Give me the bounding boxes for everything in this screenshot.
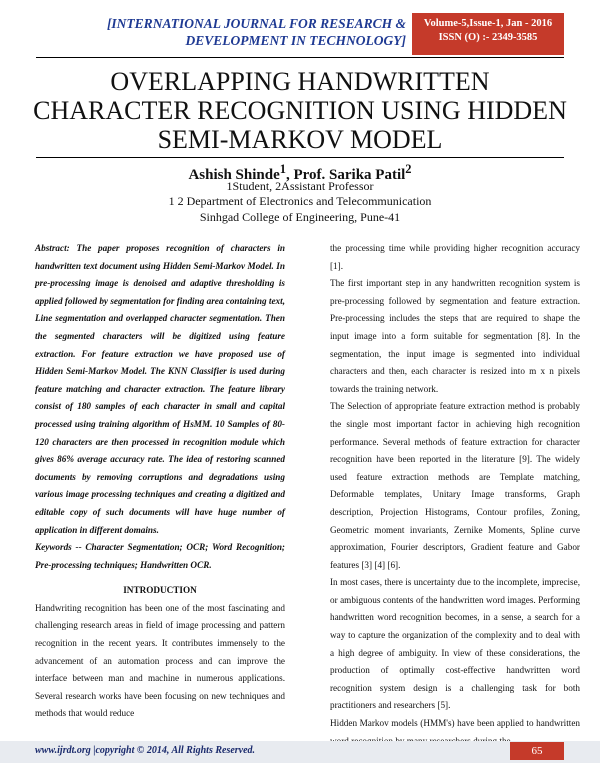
author-1: Ashish Shinde: [188, 167, 280, 183]
right-paragraph-5: Hidden Markov models (HMM's) have been applied to handwritten: [330, 718, 580, 729]
right-column: [330, 240, 580, 750]
keywords: Keywords -- Character Segmentation; OCR; Word Recognition; Pre-processing techniques; Handwritten OCR.: [35, 542, 285, 570]
author-2-sup: 2: [405, 162, 412, 176]
right-paragraph-2: The first important step in any handwritten recognition system is pre-processing followed by segmentation and feature extraction. Pre-processing includes the steps that are required to shape the input image into a form suitable for segmentation [8]. In the segmentation, the input image is segmented into individual characters and then, each character is resized into m x n pixels towards the training network.: [330, 278, 580, 394]
author-roles: 1Student, 2Assistant Professor: [226, 179, 374, 193]
right-paragraph-1: the processing time while providing higher recognition accuracy [1].: [330, 243, 580, 271]
footer-copyright[interactable]: www.ijrdt.org |copyright © 2014, All Rights Reserved.: [35, 745, 256, 756]
issn-text: ISSN (O) :- 2349-3585: [438, 32, 538, 43]
page-number: 65: [510, 742, 564, 760]
right-paragraph-3: The Selection of appropriate feature extraction method is probably the single most important factor in achieving high recognition performance. Several methods of feature extraction for character recognition have been reported in the literature [9]. The widely used feature extraction methods are Template matching, Deformable templates, Unitary Image transforms, Graph description, Projection Histograms, Contour profiles, Zoning, Geometric moment invariants, Zernike Moments, Spline curve approximation, Fourier descriptors, Gradient feature and Gabor features [3] [4] [6].: [330, 401, 580, 570]
volume-badge: [412, 13, 564, 55]
left-column: [35, 240, 285, 723]
title-rule: [36, 157, 564, 158]
author-2: Prof. Sarika Patil: [293, 167, 406, 183]
journal-name-line1: [INTERNATIONAL JOURNAL FOR RESEARCH &: [106, 16, 406, 31]
author-separator: ,: [286, 167, 294, 183]
journal-name: [74, 15, 406, 49]
section-heading-introduction: INTRODUCTION: [123, 585, 197, 596]
journal-name-line2: DEVELOPMENT IN TECHNOLOGY]: [185, 33, 406, 48]
right-paragraph-4: In most cases, there is uncertainty due to the incomplete, imprecise, or ambiguous contents of the handwritten word images. Performing handwritten word recognition becomes, in a sense, a search for a way to capture the organization of the complexity and to deal with a high degree of ambiguity. In view of these considerations, the production of optimally cost-effective handwritten word recognition system design is a challenging task for both practitioners and researchers [5].: [330, 577, 580, 711]
paper-title: OVERLAPPING HANDWRITTEN CHARACTER RECOGNITION USING HIDDEN SEMI-MARKOV MODEL: [33, 67, 567, 154]
header-rule: [36, 57, 564, 58]
college: Sinhgad College of Engineering, Pune-41: [199, 210, 401, 224]
abstract: Abstract: The paper proposes recognition of characters in handwritten text document using Hidden Semi-Markov Model. In pre-processing image is denoised and adaptive thresholding is applied followed by segmentation for finding area containing text, Line segmentation and overlapped character segmentation. Then the segmented characters will be digitized using feature extraction. For feature extraction we have proposed use of Hidden Semi-Markov Model. The KNN Classifier is used during feature matching and character extraction. The feature library consist of 180 samples of each character in small and capital processed using training algorithm of HsMM. 10 Samples of 80-120 characters are then processed in recognition module which gives 86% average accuracy rate. The idea of restoring scanned documents by removing corruptions and degradations using various image processing techniques and creating a digitized and editable copy of such documents will have huge number of application in different domains.: [35, 243, 285, 535]
author-1-sup: 1: [279, 162, 286, 176]
department: 1 2 Department of Electronics and Telecommunication: [168, 194, 432, 208]
volume-text: Volume-5,Issue-1, Jan - 2016: [423, 18, 553, 29]
intro-paragraph: Handwriting recognition has been one of the most fascinating and challenging research areas in field of image processing and pattern recognition in the recent years. It contributes immensely to the advancement of an automation process and can improve the interface between man and machine in numerous applications. Several research works have been focusing on new techniques and methods that would reduce: [35, 602, 285, 719]
